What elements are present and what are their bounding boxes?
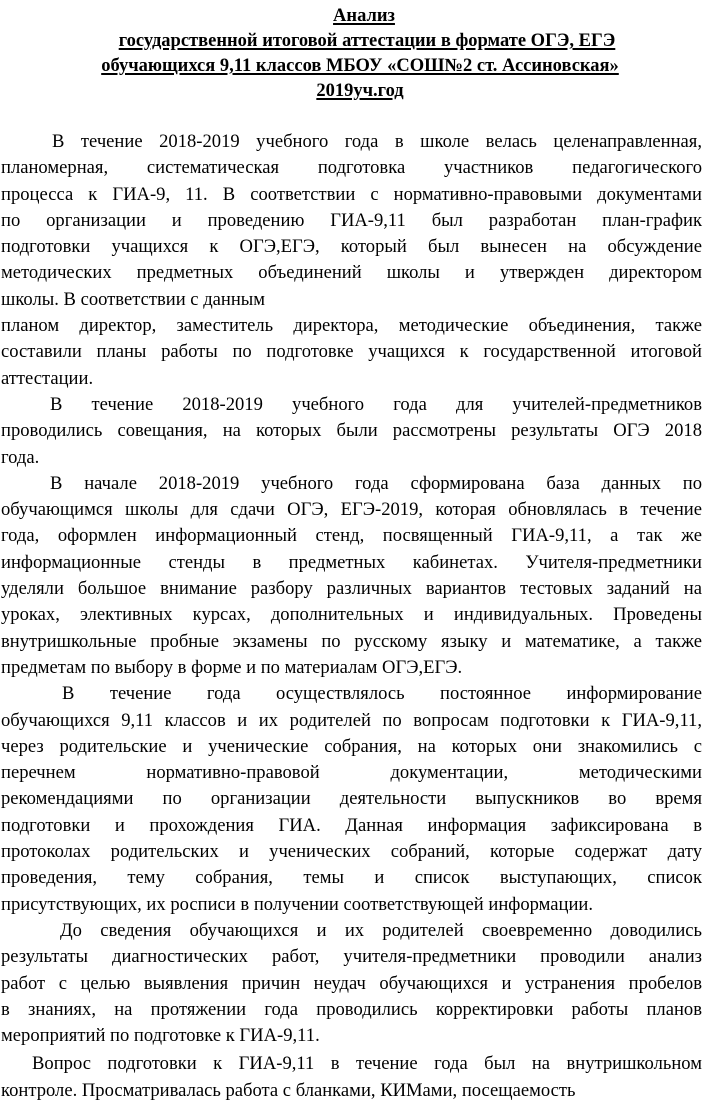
text-line: обучающимся школы для сдачи ОГЭ, ЕГЭ-2019, которая обновлялась в течение [1, 499, 702, 521]
text-line: подготовки и прохождения ГИА. Данная информация зафиксирована в [1, 814, 702, 836]
text-line: В течение 2018-2019 учебного года в школе велась целенаправленная, [52, 131, 702, 152]
text-line: В течение года осуществлялось постоянное информирование [62, 683, 702, 705]
text-line: рекомендациями по организации деятельности выпускников во время [1, 788, 702, 810]
title-line-3: обучающихся 9,11 классов МБОУ «СОШ№2 ст. Ассиновская» [101, 56, 619, 76]
text-line: проведения, тему собрания, темы и список выступающих, список [1, 867, 702, 889]
text-line: процесса к ГИА-9, 11. В соответствии с нормативно-правовыми документами [1, 183, 702, 205]
text-line: в знаниях, на протяжении года проводились корректировки работы планов [1, 998, 702, 1020]
text-line: года, оформлен информационный стенд, посвященный ГИА-9,11, а так же [1, 525, 702, 547]
text-line: подготовки учащихся к ОГЭ,ЕГЭ, который был вынесен на обсуждение [1, 236, 702, 258]
text-line: присутствующих, их росписи в получении соответствующей информации. [1, 893, 594, 915]
text-line: Вопрос подготовки к ГИА-9,11 в течение года был на внутришкольном [32, 1053, 702, 1075]
text-line: обучающихся 9,11 классов и их родителей по вопросам подготовки к ГИА-9,11, [1, 709, 702, 731]
text-line: контроле. Просматривалась работа с бланками, КИМами, посещаемость [1, 1079, 576, 1101]
text-line: года. [1, 446, 40, 468]
title-line-2: государственной итоговой аттестации в формате ОГЭ, ЕГЭ [118, 31, 616, 51]
text-line: мероприятий по подготовке к ГИА-9,11. [1, 1025, 320, 1047]
text-line: через родительские и ученические собрания, на которых они знакомились с [1, 735, 702, 757]
text-line: В начале 2018-2019 учебного года сформирована база данных по [50, 472, 702, 494]
text-line: проводились совещания, на которых были рассмотрены результаты ОГЭ 2018 [1, 420, 702, 442]
text-line: работ с целью выявления причин неудач обучающихся и устранения пробелов [1, 972, 702, 994]
title-line-1: Анализ [333, 6, 395, 26]
text-line: планомерная, систематическая подготовка участников педагогического [1, 157, 702, 179]
text-line: внутришкольные пробные экзамены по русскому языку и математике, а также [1, 630, 702, 652]
text-line: по организации и проведению ГИА-9,11 был разработан план-график [1, 209, 702, 231]
document-title [0, 4, 704, 104]
text-line: предметам по выбору в форме и по материалам ОГЭ,ЕГЭ. [1, 656, 463, 678]
text-line: информационные стенды в предметных кабинетах. Учителя-предметники [1, 551, 702, 573]
text-line: школы. В соответствии с данным [1, 288, 266, 310]
text-line: протоколах родительских и ученических собраний, которые содержат дату [1, 841, 702, 863]
text-line: планом директор, заместитель директора, методические объединения, также [1, 315, 702, 337]
text-line: составили планы работы по подготовке учащихся к государственной итоговой [1, 341, 702, 363]
text-line: В течение 2018-2019 учебного года для учителей-предметников [50, 393, 702, 415]
text-line: До сведения обучающихся и их родителей своевременно доводились [60, 919, 702, 941]
text-line: методических предметных объединений школы и утвержден директором [1, 262, 702, 284]
text-line: результаты диагностических работ, учителя-предметники проводили анализ [1, 946, 702, 968]
text-line: уделяли большое внимание разбору различных вариантов тестовых заданий на [1, 578, 702, 600]
text-line: перечнем нормативно-правовой документации, методическими [1, 762, 702, 784]
title-line-4: 2019уч.год [316, 81, 404, 101]
text-line: уроках, элективных курсах, дополнительных и индивидуальных. Проведены [1, 604, 702, 626]
text-line: аттестации. [1, 367, 94, 389]
document-body [0, 129, 704, 1104]
